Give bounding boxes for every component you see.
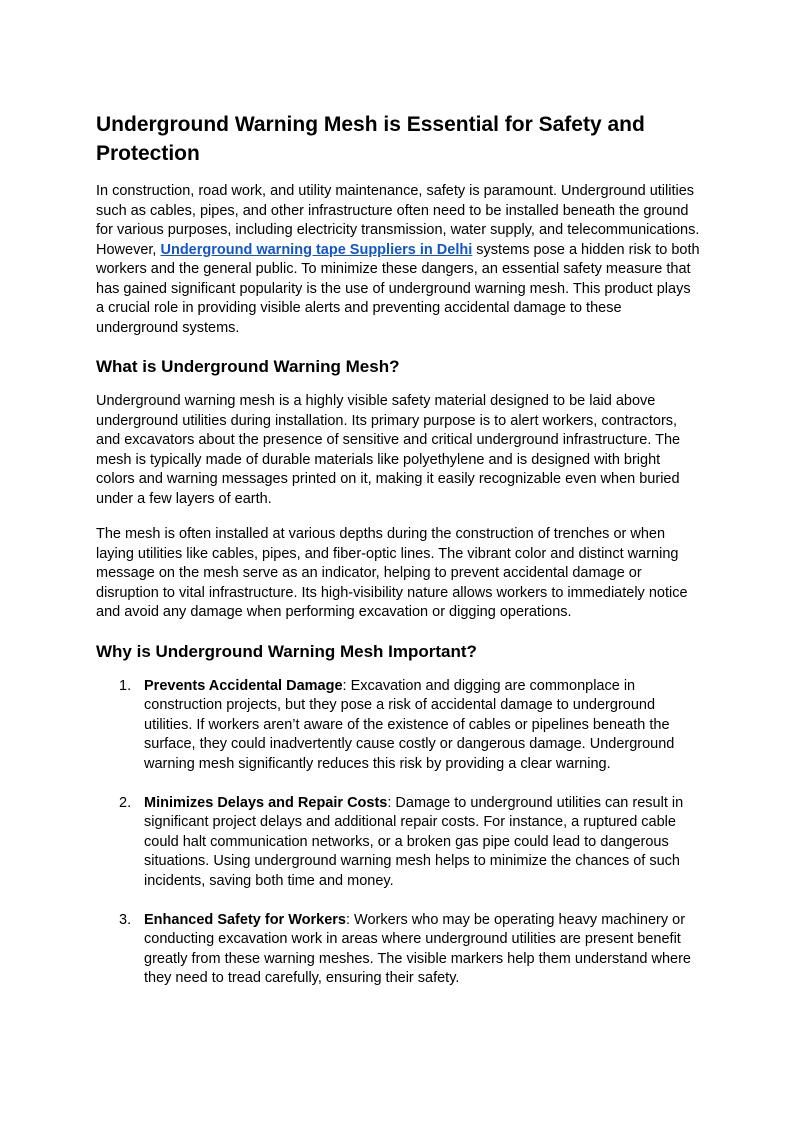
list-item-text: : Excavation and digging are commonplace in construction projects, but they pose a risk of accidental damage to underground utilities. If workers aren’t aware of the existence of cables or pipelines beneath the surface, they could inadvertently cause costly or dangerous damage. Underground warning mesh significantly reduces this risk by providing a clear warning. <box>144 677 675 772</box>
intro-paragraph <box>96 182 702 338</box>
list-item-text: : Damage to underground utilities can result in significant project delays and additional repair costs. For instance, a ruptured cable could halt communication networks, or a broken gas pipe could lead to dangerous situations. Using underground warning mesh helps to minimize the chances of such incidents, saving both time and money. <box>144 794 684 889</box>
list-item-title: Enhanced Safety for Workers <box>144 911 346 928</box>
list-item <box>96 911 702 989</box>
list-item-title: Prevents Accidental Damage <box>144 677 343 694</box>
list-item-number: 1. <box>119 677 132 694</box>
list-item-number: 2. <box>119 794 132 811</box>
section-heading-why-important: Why is Underground Warning Mesh Important? <box>96 641 477 661</box>
document-page <box>96 110 702 1008</box>
list-item-number: 3. <box>119 911 132 928</box>
list-item <box>96 677 702 775</box>
list-item-text: : Workers who may be operating heavy machinery or conducting excavation work in areas where underground utilities are present benefit greatly from these warning meshes. The visible markers help them understand where they need to tread carefully, ensuring their safety. <box>144 911 691 986</box>
importance-list <box>96 677 702 989</box>
page-title: Underground Warning Mesh is Essential for Safety and Protection <box>96 113 645 165</box>
section1-paragraph-1: Underground warning mesh is a highly visible safety material designed to be laid above underground utilities during installation. Its primary purpose is to alert workers, contractors, and excavators about the presence of sensitive and critical underground infrastructure. The mesh is typically made of durable materials like polyethylene and is designed with bright colors and warning messages printed on it, making it easily recognizable even when buried under a few layers of earth. <box>96 393 681 507</box>
intro-text-after-link: systems pose a hidden risk to both workers and the general public. To minimize these dangers, an essential safety measure that has gained significant popularity is the use of underground warning mesh. This product plays a crucial role in providing visible alerts and preventing accidental damage to these underground systems. <box>96 241 700 336</box>
section-heading-what-is: What is Underground Warning Mesh? <box>96 357 400 376</box>
suppliers-link[interactable]: Underground warning tape Suppliers in Delhi <box>160 241 473 258</box>
section1-paragraph-2: The mesh is often installed at various depths during the construction of trenches or when laying utilities like cables, pipes, and fiber-optic lines. The vibrant color and distinct warning message on the mesh serve as an indicator, helping to prevent accidental damage or disruption to vital infrastructure. Its high-visibility nature allows workers to immediately notice and avoid any damage when performing excavation or digging operations. <box>96 526 688 620</box>
list-item <box>96 794 702 892</box>
list-item-title: Minimizes Delays and Repair Costs <box>144 794 388 811</box>
intro-text-before-link: In construction, road work, and utility maintenance, safety is paramount. Underground utilities such as cables, pipes, and other infrastructure often need to be installed beneath the ground for various purposes, including electricity transmission, water supply, and telecommunications. However, <box>96 183 700 258</box>
